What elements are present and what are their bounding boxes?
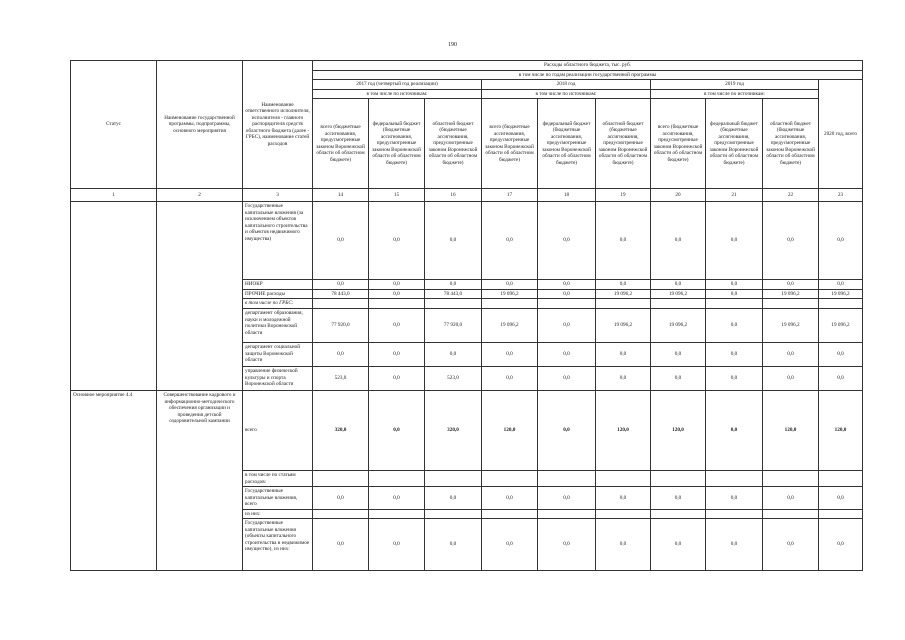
value-cell: 19 096,2 bbox=[651, 309, 706, 343]
value-cell: 0,0 bbox=[313, 202, 369, 280]
value-cell: 0,0 bbox=[651, 343, 706, 367]
header-col-federal-2018: федеральный бюджет (бюджетные ассигнования, предусмотренные законом Воронежской области об областном бюджете) bbox=[538, 99, 596, 189]
value-cell: 0,0 bbox=[425, 280, 482, 290]
row-label: в том числе по ГРБС: bbox=[243, 299, 313, 309]
header-by-years: в том числе по годам реализации государственной программы bbox=[313, 70, 863, 80]
column-index-cell: 23 bbox=[819, 189, 863, 202]
value-cell bbox=[313, 299, 369, 309]
value-cell bbox=[369, 299, 425, 309]
value-cell bbox=[596, 299, 651, 309]
value-cell: 523,0 bbox=[425, 367, 482, 391]
value-cell: 0,0 bbox=[651, 487, 706, 510]
total-cell: 120,0 bbox=[651, 391, 706, 471]
total-cell: 120,0 bbox=[763, 391, 819, 471]
value-cell: 0,0 bbox=[538, 309, 596, 343]
value-cell: 19 096,2 bbox=[596, 309, 651, 343]
total-cell: 120,0 bbox=[482, 391, 538, 471]
header-col-total-2019: всего (бюджетные ассигнования, предусмотренные законом Воронежской области об областном бюджете) bbox=[651, 99, 706, 189]
capital-all-label: Государственные капитальные вложения, всего bbox=[243, 487, 313, 510]
header-sources-2017: в том числе по источникам: bbox=[313, 89, 482, 99]
total-cell: 0,0 bbox=[369, 391, 425, 471]
value-cell: 523,0 bbox=[313, 367, 369, 391]
value-cell: 0,0 bbox=[596, 519, 651, 571]
column-index-cell: 14 bbox=[313, 189, 369, 202]
value-cell: 78 443,0 bbox=[425, 289, 482, 299]
value-cell: 0,0 bbox=[819, 519, 863, 571]
header-expenses-title: Расходы областного бюджета, тыс. руб. bbox=[313, 61, 863, 71]
value-cell bbox=[763, 299, 819, 309]
column-index-cell: 3 bbox=[243, 189, 313, 202]
value-cell: 0,0 bbox=[538, 487, 596, 510]
value-cell: 0,0 bbox=[763, 202, 819, 280]
column-index-cell: 18 bbox=[538, 189, 596, 202]
value-cell: 0,0 bbox=[369, 487, 425, 510]
value-cell: 0,0 bbox=[763, 280, 819, 290]
column-index-cell: 22 bbox=[763, 189, 819, 202]
value-cell: 0,0 bbox=[706, 367, 763, 391]
value-cell: 0,0 bbox=[819, 280, 863, 290]
column-index-cell: 15 bbox=[369, 189, 425, 202]
value-cell bbox=[538, 299, 596, 309]
row-label: департамент социальной защиты Воронежской области bbox=[243, 343, 313, 367]
header-col-total-2017: всего (бюджетные ассигнования, предусмотренные законом Воронежской области об областном бюджете) bbox=[313, 99, 369, 189]
header-year-2019: 2019 год bbox=[651, 80, 819, 90]
header-col-regional-2018: областной бюджет (бюджетные ассигнования, предусмотренные законом Воронежской области об областном бюджете) bbox=[596, 99, 651, 189]
value-cell bbox=[651, 299, 706, 309]
value-cell: 0,0 bbox=[369, 280, 425, 290]
row-label: НИОКР bbox=[243, 280, 313, 290]
header-status: Статус bbox=[71, 61, 157, 189]
value-cell: 0,0 bbox=[596, 280, 651, 290]
value-cell: 19 096,2 bbox=[763, 289, 819, 299]
of-them-label: из них: bbox=[243, 509, 313, 519]
column-index-cell: 21 bbox=[706, 189, 763, 202]
header-program-name: Наименование государственной программы, подпрограммы, основного мероприятия bbox=[157, 61, 243, 189]
value-cell: 0,0 bbox=[425, 519, 482, 571]
page-number: 190 bbox=[448, 42, 457, 48]
row-label: Государственные капитальные вложения (за исключением объектов капитального строительства и объектов недвижимого имущества) bbox=[243, 202, 313, 280]
table-row bbox=[71, 202, 863, 280]
value-cell: 19 096,2 bbox=[819, 309, 863, 343]
value-cell: 0,0 bbox=[706, 289, 763, 299]
status-cell-empty bbox=[71, 202, 157, 391]
header-col-federal-2017: федеральный бюджет (бюджетные ассигнования, предусмотренные законом Воронежской области об областном бюджете) bbox=[369, 99, 425, 189]
value-cell bbox=[706, 299, 763, 309]
value-cell: 0,0 bbox=[706, 519, 763, 571]
value-cell: 0,0 bbox=[538, 289, 596, 299]
program-cell-empty bbox=[157, 202, 243, 391]
value-cell: 0,0 bbox=[313, 487, 369, 510]
header-year-2020: 2020 год, всего bbox=[819, 80, 863, 189]
capital-objects-label: Государственные капитальные вложения (объекты капитального строительства и недвижимое имущество), из них: bbox=[243, 519, 313, 571]
row-label: ПРОЧИЕ расходы bbox=[243, 289, 313, 299]
value-cell: 0,0 bbox=[651, 519, 706, 571]
column-index-cell: 2 bbox=[157, 189, 243, 202]
by-articles-label: в том числе по статьям расходов: bbox=[243, 471, 313, 487]
value-cell: 0,0 bbox=[538, 202, 596, 280]
value-cell: 0,0 bbox=[706, 487, 763, 510]
value-cell: 0,0 bbox=[706, 343, 763, 367]
column-index-cell: 20 bbox=[651, 189, 706, 202]
value-cell: 0,0 bbox=[313, 519, 369, 571]
value-cell: 0,0 bbox=[538, 519, 596, 571]
header-col-regional-2017: областной бюджет (бюджетные ассигнования, предусмотренные законом Воронежской области об областном бюджете) bbox=[425, 99, 482, 189]
row-label: управление физической культуры и спорта Воронежской области bbox=[243, 367, 313, 391]
header-col-federal-2019: федеральный бюджет (бюджетные ассигнования, предусмотренные законом Воронежской области об областном бюджете) bbox=[706, 99, 763, 189]
header-executor: Наименование ответственного исполнителя, исполнителя - главного распорядителя средств областного бюджета (далее - ГРБС), наименование статей расходов bbox=[243, 61, 313, 189]
value-cell: 77 920,0 bbox=[313, 309, 369, 343]
value-cell: 0,0 bbox=[482, 487, 538, 510]
value-cell: 0,0 bbox=[706, 280, 763, 290]
column-index-cell: 19 bbox=[596, 189, 651, 202]
value-cell: 0,0 bbox=[819, 343, 863, 367]
value-cell: 19 096,2 bbox=[763, 309, 819, 343]
value-cell: 0,0 bbox=[482, 519, 538, 571]
value-cell bbox=[425, 299, 482, 309]
value-cell: 0,0 bbox=[482, 343, 538, 367]
value-cell: 0,0 bbox=[369, 289, 425, 299]
value-cell: 0,0 bbox=[819, 202, 863, 280]
column-index-cell: 16 bbox=[425, 189, 482, 202]
column-index-cell: 17 bbox=[482, 189, 538, 202]
value-cell: 0,0 bbox=[369, 202, 425, 280]
value-cell: 0,0 bbox=[538, 280, 596, 290]
total-cell: 320,0 bbox=[425, 391, 482, 471]
value-cell: 0,0 bbox=[596, 202, 651, 280]
total-cell: 120,0 bbox=[819, 391, 863, 471]
value-cell: 19 096,2 bbox=[482, 289, 538, 299]
main-event-status: Основное мероприятие 4.4 bbox=[71, 391, 157, 571]
value-cell: 0,0 bbox=[369, 519, 425, 571]
value-cell: 0,0 bbox=[651, 280, 706, 290]
column-index-row bbox=[71, 189, 863, 202]
value-cell: 0,0 bbox=[369, 343, 425, 367]
total-cell: 320,0 bbox=[313, 391, 369, 471]
row-label: департамент образования, науки и молодежной политики Воронежской области bbox=[243, 309, 313, 343]
value-cell: 0,0 bbox=[819, 487, 863, 510]
total-cell: 0,0 bbox=[706, 391, 763, 471]
value-cell: 0,0 bbox=[763, 519, 819, 571]
value-cell: 0,0 bbox=[596, 487, 651, 510]
budget-table bbox=[70, 60, 863, 571]
header-year-2018: 2018 год bbox=[482, 80, 651, 90]
value-cell: 0,0 bbox=[706, 202, 763, 280]
value-cell: 19 096,2 bbox=[819, 289, 863, 299]
value-cell: 0,0 bbox=[313, 280, 369, 290]
value-cell: 0,0 bbox=[651, 367, 706, 391]
value-cell: 0,0 bbox=[369, 367, 425, 391]
value-cell: 0,0 bbox=[369, 309, 425, 343]
header-sources-2018: в том числе по источникам: bbox=[482, 89, 651, 99]
value-cell: 77 920,0 bbox=[425, 309, 482, 343]
main-event-total-label: всего bbox=[243, 391, 313, 471]
value-cell: 0,0 bbox=[596, 343, 651, 367]
value-cell bbox=[482, 299, 538, 309]
value-cell: 19 096,2 bbox=[651, 289, 706, 299]
value-cell: 0,0 bbox=[819, 367, 863, 391]
value-cell: 0,0 bbox=[596, 367, 651, 391]
value-cell: 19 096,2 bbox=[482, 309, 538, 343]
value-cell: 0,0 bbox=[763, 343, 819, 367]
value-cell: 0,0 bbox=[651, 202, 706, 280]
total-cell: 0,0 bbox=[538, 391, 596, 471]
value-cell: 0,0 bbox=[482, 367, 538, 391]
value-cell: 0,0 bbox=[313, 343, 369, 367]
value-cell: 0,0 bbox=[425, 202, 482, 280]
header-col-total-2018: всего (бюджетные ассигнования, предусмотренные законом Воронежской области об областном бюджете) bbox=[482, 99, 538, 189]
value-cell: 0,0 bbox=[763, 367, 819, 391]
header-col-regional-2019: областной бюджет (бюджетные ассигнования, предусмотренные законом Воронежской области об областном бюджете) bbox=[763, 99, 819, 189]
column-index-cell: 1 bbox=[71, 189, 157, 202]
header-sources-2019: в том числе по источникам: bbox=[651, 89, 819, 99]
value-cell: 0,0 bbox=[763, 487, 819, 510]
value-cell: 0,0 bbox=[538, 343, 596, 367]
header-year-2017: 2017 год (четвертый год реализации) bbox=[313, 80, 482, 90]
main-event-name: Совершенствование кадрового и информационно-методического обеспечения организации и проведения детской оздоровительной кампании bbox=[157, 391, 243, 571]
value-cell: 0,0 bbox=[482, 202, 538, 280]
value-cell: 78 443,0 bbox=[313, 289, 369, 299]
value-cell: 0,0 bbox=[706, 309, 763, 343]
value-cell: 0,0 bbox=[538, 367, 596, 391]
continuation-rows bbox=[71, 202, 863, 391]
value-cell bbox=[819, 299, 863, 309]
value-cell: 0,0 bbox=[425, 487, 482, 510]
value-cell: 19 096,2 bbox=[596, 289, 651, 299]
value-cell: 0,0 bbox=[425, 343, 482, 367]
value-cell: 0,0 bbox=[482, 280, 538, 290]
main-event-rows bbox=[71, 391, 863, 571]
total-cell: 120,0 bbox=[596, 391, 651, 471]
